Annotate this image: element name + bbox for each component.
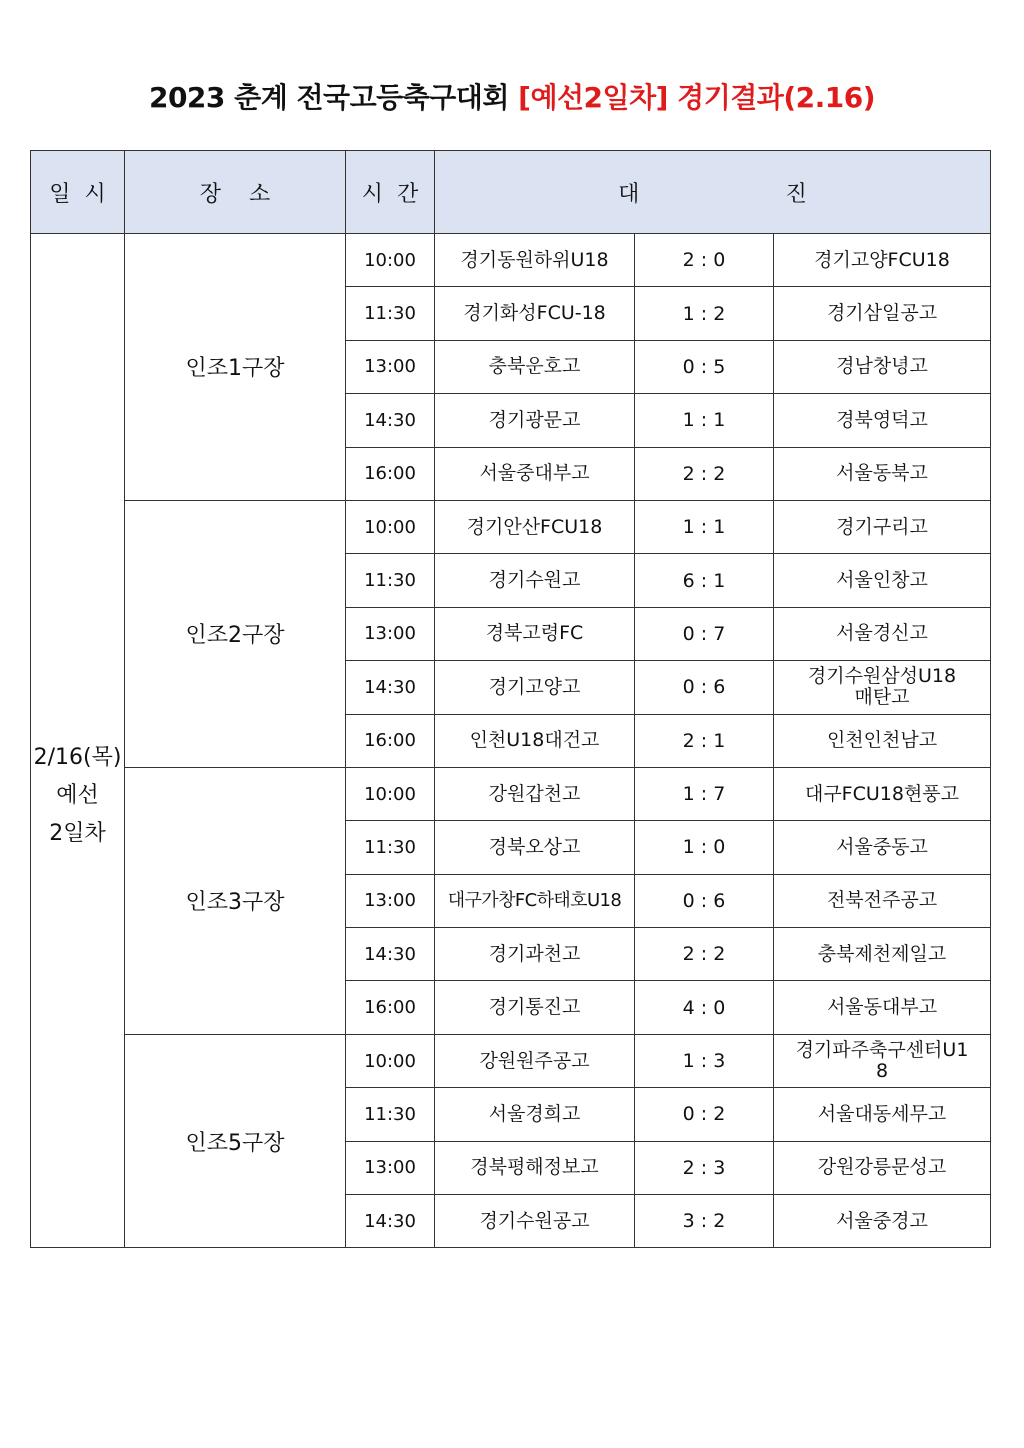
away-team: 서울동대부고 <box>774 981 991 1034</box>
home-team: 충북운호고 <box>435 340 635 393</box>
match-time: 13:00 <box>346 874 435 927</box>
home-team: 경북평해정보고 <box>435 1141 635 1194</box>
home-team: 경기과천고 <box>435 928 635 981</box>
venue-cell: 인조1구장 <box>125 234 346 501</box>
home-team: 경기안산FCU18 <box>435 500 635 553</box>
home-team: 경기수원공고 <box>435 1195 635 1248</box>
away-team: 서울동북고 <box>774 447 991 500</box>
away-team: 경기고양FCU18 <box>774 234 991 287</box>
match-score: 2 : 2 <box>635 447 774 500</box>
match-time: 10:00 <box>346 234 435 287</box>
match-time: 13:00 <box>346 607 435 660</box>
away-team: 경기구리고 <box>774 500 991 553</box>
home-team: 경북오상고 <box>435 821 635 874</box>
venue-cell: 인조5구장 <box>125 1034 346 1248</box>
home-team: 인천U18대건고 <box>435 714 635 767</box>
match-score: 1 : 1 <box>635 500 774 553</box>
away-team: 서울대동세무고 <box>774 1088 991 1141</box>
match-time: 10:00 <box>346 1034 435 1087</box>
match-time: 16:00 <box>346 447 435 500</box>
home-team: 강원갑천고 <box>435 767 635 820</box>
match-score: 1 : 2 <box>635 287 774 340</box>
match-time: 13:00 <box>346 340 435 393</box>
away-team: 서울경신고 <box>774 607 991 660</box>
venue-cell: 인조2구장 <box>125 500 346 767</box>
date-line: 예선 <box>56 782 99 808</box>
match-score: 2 : 1 <box>635 714 774 767</box>
match-score: 0 : 6 <box>635 661 774 714</box>
match-time: 11:30 <box>346 554 435 607</box>
match-time: 14:30 <box>346 661 435 714</box>
match-score: 1 : 1 <box>635 394 774 447</box>
home-team: 경기수원고 <box>435 554 635 607</box>
match-score: 0 : 2 <box>635 1088 774 1141</box>
home-team: 강원원주공고 <box>435 1034 635 1087</box>
away-team: 경기삼일공고 <box>774 287 991 340</box>
away-team: 서울중경고 <box>774 1195 991 1248</box>
away-team: 경북영덕고 <box>774 394 991 447</box>
match-time: 11:30 <box>346 1088 435 1141</box>
date-line: 2일차 <box>49 820 106 846</box>
home-team: 경기고양고 <box>435 661 635 714</box>
table-row <box>31 1034 991 1087</box>
home-team: 경북고령FC <box>435 607 635 660</box>
table-row <box>31 234 991 287</box>
home-team: 경기화성FCU-18 <box>435 287 635 340</box>
away-team: 대구FCU18현풍고 <box>774 767 991 820</box>
away-team: 서울중동고 <box>774 821 991 874</box>
home-team: 서울경희고 <box>435 1088 635 1141</box>
match-score: 2 : 3 <box>635 1141 774 1194</box>
match-time: 16:00 <box>346 981 435 1034</box>
match-score: 1 : 3 <box>635 1034 774 1087</box>
date-line: 2/16(목) <box>33 744 122 770</box>
away-team: 충북제천제일고 <box>774 928 991 981</box>
date-cell <box>31 234 125 1248</box>
table-row <box>31 767 991 820</box>
match-score: 6 : 1 <box>635 554 774 607</box>
match-time: 16:00 <box>346 714 435 767</box>
match-score: 4 : 0 <box>635 981 774 1034</box>
page-title <box>0 76 1024 116</box>
match-score: 2 : 0 <box>635 234 774 287</box>
match-time: 10:00 <box>346 767 435 820</box>
header-match <box>435 151 991 234</box>
away-team: 경기수원삼성U18 매탄고 <box>774 661 991 714</box>
away-team: 인천인천남고 <box>774 714 991 767</box>
match-score: 1 : 0 <box>635 821 774 874</box>
match-time: 14:30 <box>346 1195 435 1248</box>
match-time: 14:30 <box>346 928 435 981</box>
away-team: 강원강릉문성고 <box>774 1141 991 1194</box>
match-score: 0 : 6 <box>635 874 774 927</box>
match-time: 14:30 <box>346 394 435 447</box>
table-row <box>31 500 991 553</box>
match-time: 11:30 <box>346 821 435 874</box>
header-time: 시 간 <box>346 151 435 234</box>
header-date: 일 시 <box>31 151 125 234</box>
home-team: 경기통진고 <box>435 981 635 1034</box>
header-match-left: 대 <box>618 181 640 207</box>
match-time: 10:00 <box>346 500 435 553</box>
home-team: 대구가창FC하태호U18 <box>435 874 635 927</box>
home-team: 서울중대부고 <box>435 447 635 500</box>
home-team: 경기동원하위U18 <box>435 234 635 287</box>
away-team: 서울인창고 <box>774 554 991 607</box>
match-time: 11:30 <box>346 287 435 340</box>
header-match-right: 진 <box>785 181 807 207</box>
results-table <box>30 150 991 1248</box>
match-score: 1 : 7 <box>635 767 774 820</box>
match-score: 0 : 5 <box>635 340 774 393</box>
header-row <box>31 151 991 234</box>
venue-cell: 인조3구장 <box>125 767 346 1034</box>
away-team: 전북전주공고 <box>774 874 991 927</box>
title-highlight: [예선2일차] 경기결과(2.16) <box>518 81 876 114</box>
away-team: 경남창녕고 <box>774 340 991 393</box>
match-score: 2 : 2 <box>635 928 774 981</box>
away-team: 경기파주축구센터U1 8 <box>774 1034 991 1087</box>
header-venue: 장 소 <box>125 151 346 234</box>
home-team: 경기광문고 <box>435 394 635 447</box>
match-score: 3 : 2 <box>635 1195 774 1248</box>
title-main: 2023 춘계 전국고등축구대회 <box>148 81 509 114</box>
match-time: 13:00 <box>346 1141 435 1194</box>
match-score: 0 : 7 <box>635 607 774 660</box>
